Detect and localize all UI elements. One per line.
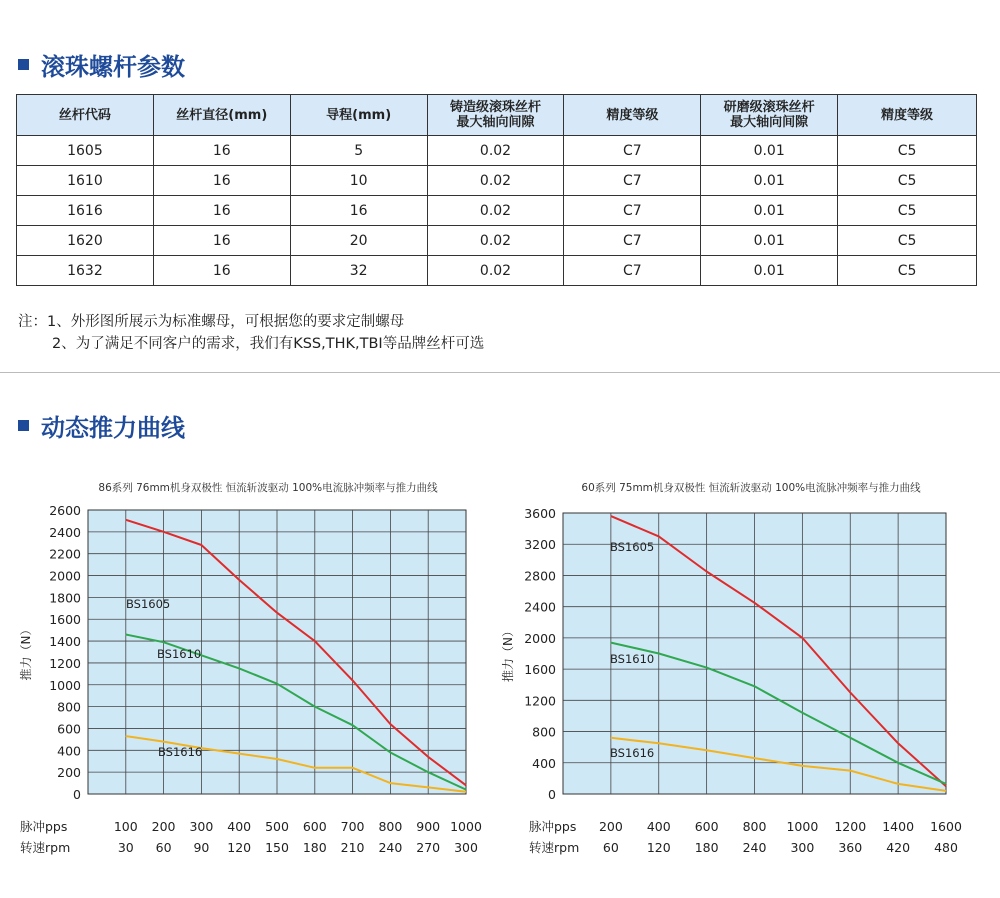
y-tick-label: 1400	[49, 634, 81, 650]
note-line-2: 2、为了满足不同客户的需求，我们有KSS,THK,TBI等品牌丝杆可选	[52, 336, 485, 352]
table-cell: 0.01	[701, 196, 838, 226]
table-cell: C7	[564, 256, 701, 286]
table-cell: C7	[564, 226, 701, 256]
y-tick-label: 2400	[49, 524, 81, 540]
x-tick-label-pps: 800	[378, 819, 403, 834]
y-tick-label: 1800	[49, 590, 81, 606]
x-tick-label-pps: 100	[113, 819, 138, 834]
x-tick-label-rpm: 420	[886, 840, 911, 855]
table-cell: C7	[564, 196, 701, 226]
y-tick-label: 2000	[49, 568, 81, 584]
header-text: 铸造级滚珠丝杆	[449, 100, 541, 115]
x-tick-label-pps: 1600	[930, 819, 962, 834]
x-tick-label-pps: 900	[416, 819, 441, 834]
series-label-bs1610: BS1610	[610, 652, 655, 666]
table-cell: 5	[290, 136, 427, 166]
x-tick-label-rpm: 120	[227, 840, 252, 855]
x-tick-label-pps: 500	[265, 819, 289, 834]
header-text: 研磨级滚珠丝杆	[723, 100, 815, 115]
x-tick-label-pps: 1400	[882, 819, 915, 834]
table-cell: 0.02	[427, 226, 564, 256]
table-cell: 1616	[17, 196, 154, 226]
table-row	[17, 256, 977, 286]
chart-title: 60系列 75mm机身双极性 恒流斩波驱动 100%电流脉冲频率与推力曲线	[581, 482, 921, 494]
table-header-cell	[427, 95, 564, 136]
table-cell: 0.02	[427, 256, 564, 286]
x-tick-label-pps: 1000	[786, 819, 819, 834]
table-body	[17, 136, 977, 286]
x-tick-label-rpm: 240	[378, 840, 403, 855]
table-cell: 1620	[17, 226, 154, 256]
header-text: 最大轴向间隙	[456, 115, 535, 130]
table-header-row	[17, 95, 977, 136]
thrust-chart-86	[10, 470, 488, 870]
table-cell: 16	[153, 226, 290, 256]
y-tick-label: 1200	[524, 693, 556, 709]
x-tick-label-rpm: 270	[416, 840, 441, 855]
x-tick-label-rpm: 300	[454, 840, 478, 855]
table-row	[17, 226, 977, 256]
table-header-cell	[701, 95, 838, 136]
y-axis-label: 推力（N）	[501, 625, 515, 682]
table-cell: 10	[290, 166, 427, 196]
y-tick-label: 3600	[524, 506, 556, 521]
section-title-params-text: 滚珠螺杆参数	[41, 53, 185, 81]
y-tick-label: 0	[73, 787, 81, 802]
x-tick-label-pps: 600	[302, 819, 327, 834]
table-row	[17, 136, 977, 166]
header-text: 精度等级	[606, 107, 659, 123]
series-label-bs1605: BS1605	[610, 540, 655, 554]
table-cell: 16	[153, 196, 290, 226]
x-tick-label-rpm: 180	[302, 840, 327, 855]
x-tick-label-pps: 1000	[450, 819, 482, 834]
x-tick-label-rpm: 60	[155, 840, 172, 855]
x-row-label-pps: 脉冲pps	[20, 819, 68, 834]
x-tick-label-rpm: 300	[790, 840, 815, 855]
series-label-bs1610: BS1610	[157, 647, 202, 661]
table-cell: 0.02	[427, 136, 564, 166]
table-cell: C5	[838, 136, 977, 166]
y-tick-label: 1200	[49, 655, 81, 671]
x-tick-label-rpm: 180	[694, 840, 719, 855]
chart-title: 86系列 76mm机身双极性 恒流斩波驱动 100%电流脉冲频率与推力曲线	[98, 482, 438, 494]
square-bullet-icon	[18, 420, 29, 431]
x-tick-label-rpm: 120	[646, 840, 671, 855]
section-title-thrust-text: 动态推力曲线	[41, 414, 185, 442]
x-tick-label-pps: 200	[151, 819, 176, 834]
table-cell: 1632	[17, 256, 154, 286]
header-text: 最大轴向间隙	[730, 115, 809, 130]
y-tick-label: 600	[57, 721, 81, 737]
series-label-bs1616: BS1616	[610, 746, 655, 760]
x-tick-label-pps: 700	[340, 819, 365, 834]
table-cell: 0.01	[701, 166, 838, 196]
table-cell: 0.02	[427, 196, 564, 226]
y-tick-label: 2400	[524, 599, 556, 615]
table-cell: C5	[838, 226, 977, 256]
x-tick-label-pps: 800	[742, 819, 767, 834]
x-tick-label-rpm: 240	[742, 840, 767, 855]
table-cell: 16	[153, 166, 290, 196]
y-tick-label: 800	[57, 699, 81, 715]
table-cell: 0.02	[427, 166, 564, 196]
x-tick-label-rpm: 210	[340, 840, 365, 855]
table-cell: 0.01	[701, 256, 838, 286]
x-tick-label-rpm: 30	[117, 840, 134, 855]
thrust-chart-60	[501, 470, 998, 870]
table-cell: 32	[290, 256, 427, 286]
y-tick-label: 400	[57, 743, 81, 759]
x-tick-label-pps: 300	[189, 819, 214, 834]
y-tick-label: 200	[57, 765, 81, 781]
table-cell: 16	[153, 136, 290, 166]
x-tick-label-pps: 400	[227, 819, 252, 834]
section-divider	[0, 372, 1000, 373]
x-tick-label-pps: 400	[646, 819, 671, 834]
table-row	[17, 196, 977, 226]
y-tick-label: 1000	[49, 677, 81, 693]
y-tick-label: 800	[532, 724, 556, 740]
ballscrew-param-table	[16, 94, 977, 286]
table-header-cell	[838, 95, 977, 136]
table-cell: 1605	[17, 136, 154, 166]
section-title-params	[18, 47, 185, 82]
table-cell: C5	[838, 166, 977, 196]
table-header-cell	[153, 95, 290, 136]
table-header-cell	[290, 95, 427, 136]
header-text: 导程(mm)	[326, 107, 392, 123]
x-row-label-rpm: 转速rpm	[529, 840, 580, 855]
x-row-label-pps: 脉冲pps	[529, 819, 577, 834]
y-tick-label: 1600	[49, 612, 81, 628]
table-cell: C7	[564, 136, 701, 166]
y-tick-label: 3200	[524, 537, 556, 553]
y-tick-label: 1600	[524, 662, 556, 678]
table-header-cell	[564, 95, 701, 136]
header-text: 丝杆代码	[58, 107, 111, 123]
x-tick-label-pps: 1200	[834, 819, 867, 834]
section-title-thrust	[18, 408, 185, 443]
y-tick-label: 0	[548, 787, 556, 802]
x-tick-label-pps: 200	[598, 819, 623, 834]
square-bullet-icon	[18, 59, 29, 70]
table-cell: 16	[153, 256, 290, 286]
x-tick-label-rpm: 60	[602, 840, 619, 855]
table-cell: 0.01	[701, 226, 838, 256]
table-cell: 20	[290, 226, 427, 256]
y-tick-label: 2600	[49, 503, 81, 518]
table-cell: 0.01	[701, 136, 838, 166]
series-label-bs1605: BS1605	[126, 597, 171, 611]
y-axis-label: 推力（N）	[19, 623, 33, 681]
y-tick-label: 2800	[524, 568, 556, 584]
x-tick-label-rpm: 150	[265, 840, 289, 855]
note-line-1: 注：1、外形图所展示为标准螺母，可根据您的要求定制螺母	[18, 314, 405, 330]
x-row-label-rpm: 转速rpm	[20, 840, 71, 855]
x-tick-label-rpm: 90	[193, 840, 210, 855]
x-tick-label-pps: 600	[694, 819, 719, 834]
header-text: 丝杆直径(mm)	[176, 107, 268, 123]
table-cell: C5	[838, 196, 977, 226]
y-tick-label: 2200	[49, 546, 81, 562]
y-tick-label: 400	[532, 755, 556, 771]
header-text: 精度等级	[881, 107, 934, 123]
table-cell: 16	[290, 196, 427, 226]
series-label-bs1616: BS1616	[158, 745, 203, 759]
table-header-cell	[17, 95, 154, 136]
table-row	[17, 166, 977, 196]
table-cell: 1610	[17, 166, 154, 196]
y-tick-label: 2000	[524, 630, 556, 646]
notes	[18, 311, 484, 355]
x-tick-label-rpm: 480	[934, 840, 958, 855]
table-cell: C5	[838, 256, 977, 286]
table-cell: C7	[564, 166, 701, 196]
x-tick-label-rpm: 360	[838, 840, 863, 855]
